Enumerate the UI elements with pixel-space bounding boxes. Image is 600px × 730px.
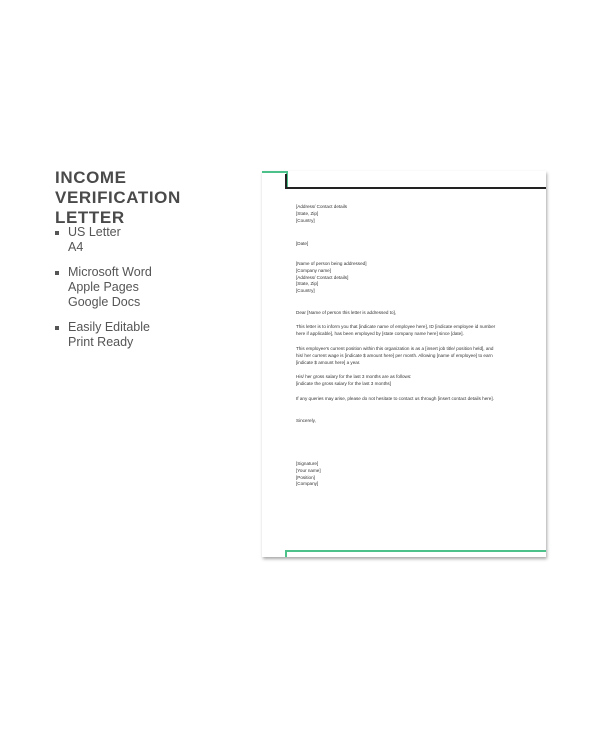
header-rule	[285, 187, 546, 189]
software-list	[55, 265, 152, 310]
signature-block: [Signature] [Your name] [Position] [Company]	[296, 461, 321, 487]
sender-address: [Address/ Contact details [State, Zip] [Country]	[296, 204, 348, 223]
feature-item: Microsoft Word	[68, 265, 152, 279]
bullet-icon	[55, 271, 59, 275]
bullet-icon	[55, 326, 59, 330]
feature-item: US Letter	[68, 225, 121, 239]
feature-item: Print Ready	[68, 335, 134, 349]
header-rule	[285, 174, 287, 188]
editability-list	[55, 320, 150, 350]
closing: Sincerely,	[296, 418, 316, 423]
letter-preview	[262, 171, 546, 557]
page-title: INCOME VERIFICATION LETTER	[55, 168, 181, 227]
paragraph: This letter is to inform you that [indicate name of employee here], ID [indicate employee id number here if applicable], has been employed by [state company name here] since [date].	[296, 324, 496, 336]
bullet-icon	[55, 231, 59, 235]
feature-item: A4	[68, 240, 84, 254]
feature-item: Google Docs	[68, 295, 141, 309]
greeting: Dear [Name of person this letter is addressed to],	[296, 310, 397, 315]
footer-rule	[285, 550, 546, 552]
letter-date: [Date]	[296, 241, 309, 246]
recipient-address: [Name of person being addressed] [Company name] [Address/ Contact details] [State, Zip] [Country]	[296, 261, 367, 294]
paragraph: His/ her gross salary for the last 3 months are as follows: [indicate the gross salary for the last 3 months]	[296, 374, 412, 386]
footer-rule	[285, 550, 287, 557]
paragraph: This employee's current position within this organization is as a [insert job title/ position held], and his/ her current wage is [indicate $ amount here] per month. Allowing [name of employee] to earn [indicate $ amount here] a year.	[296, 346, 494, 365]
format-list	[55, 225, 121, 255]
feature-item: Easily Editable	[68, 320, 150, 334]
paragraph: If any queries may arise, please do not hesitate to contact us through [insert contact details here].	[296, 396, 494, 401]
green-corner-line	[262, 171, 287, 173]
feature-item: Apple Pages	[68, 280, 139, 294]
